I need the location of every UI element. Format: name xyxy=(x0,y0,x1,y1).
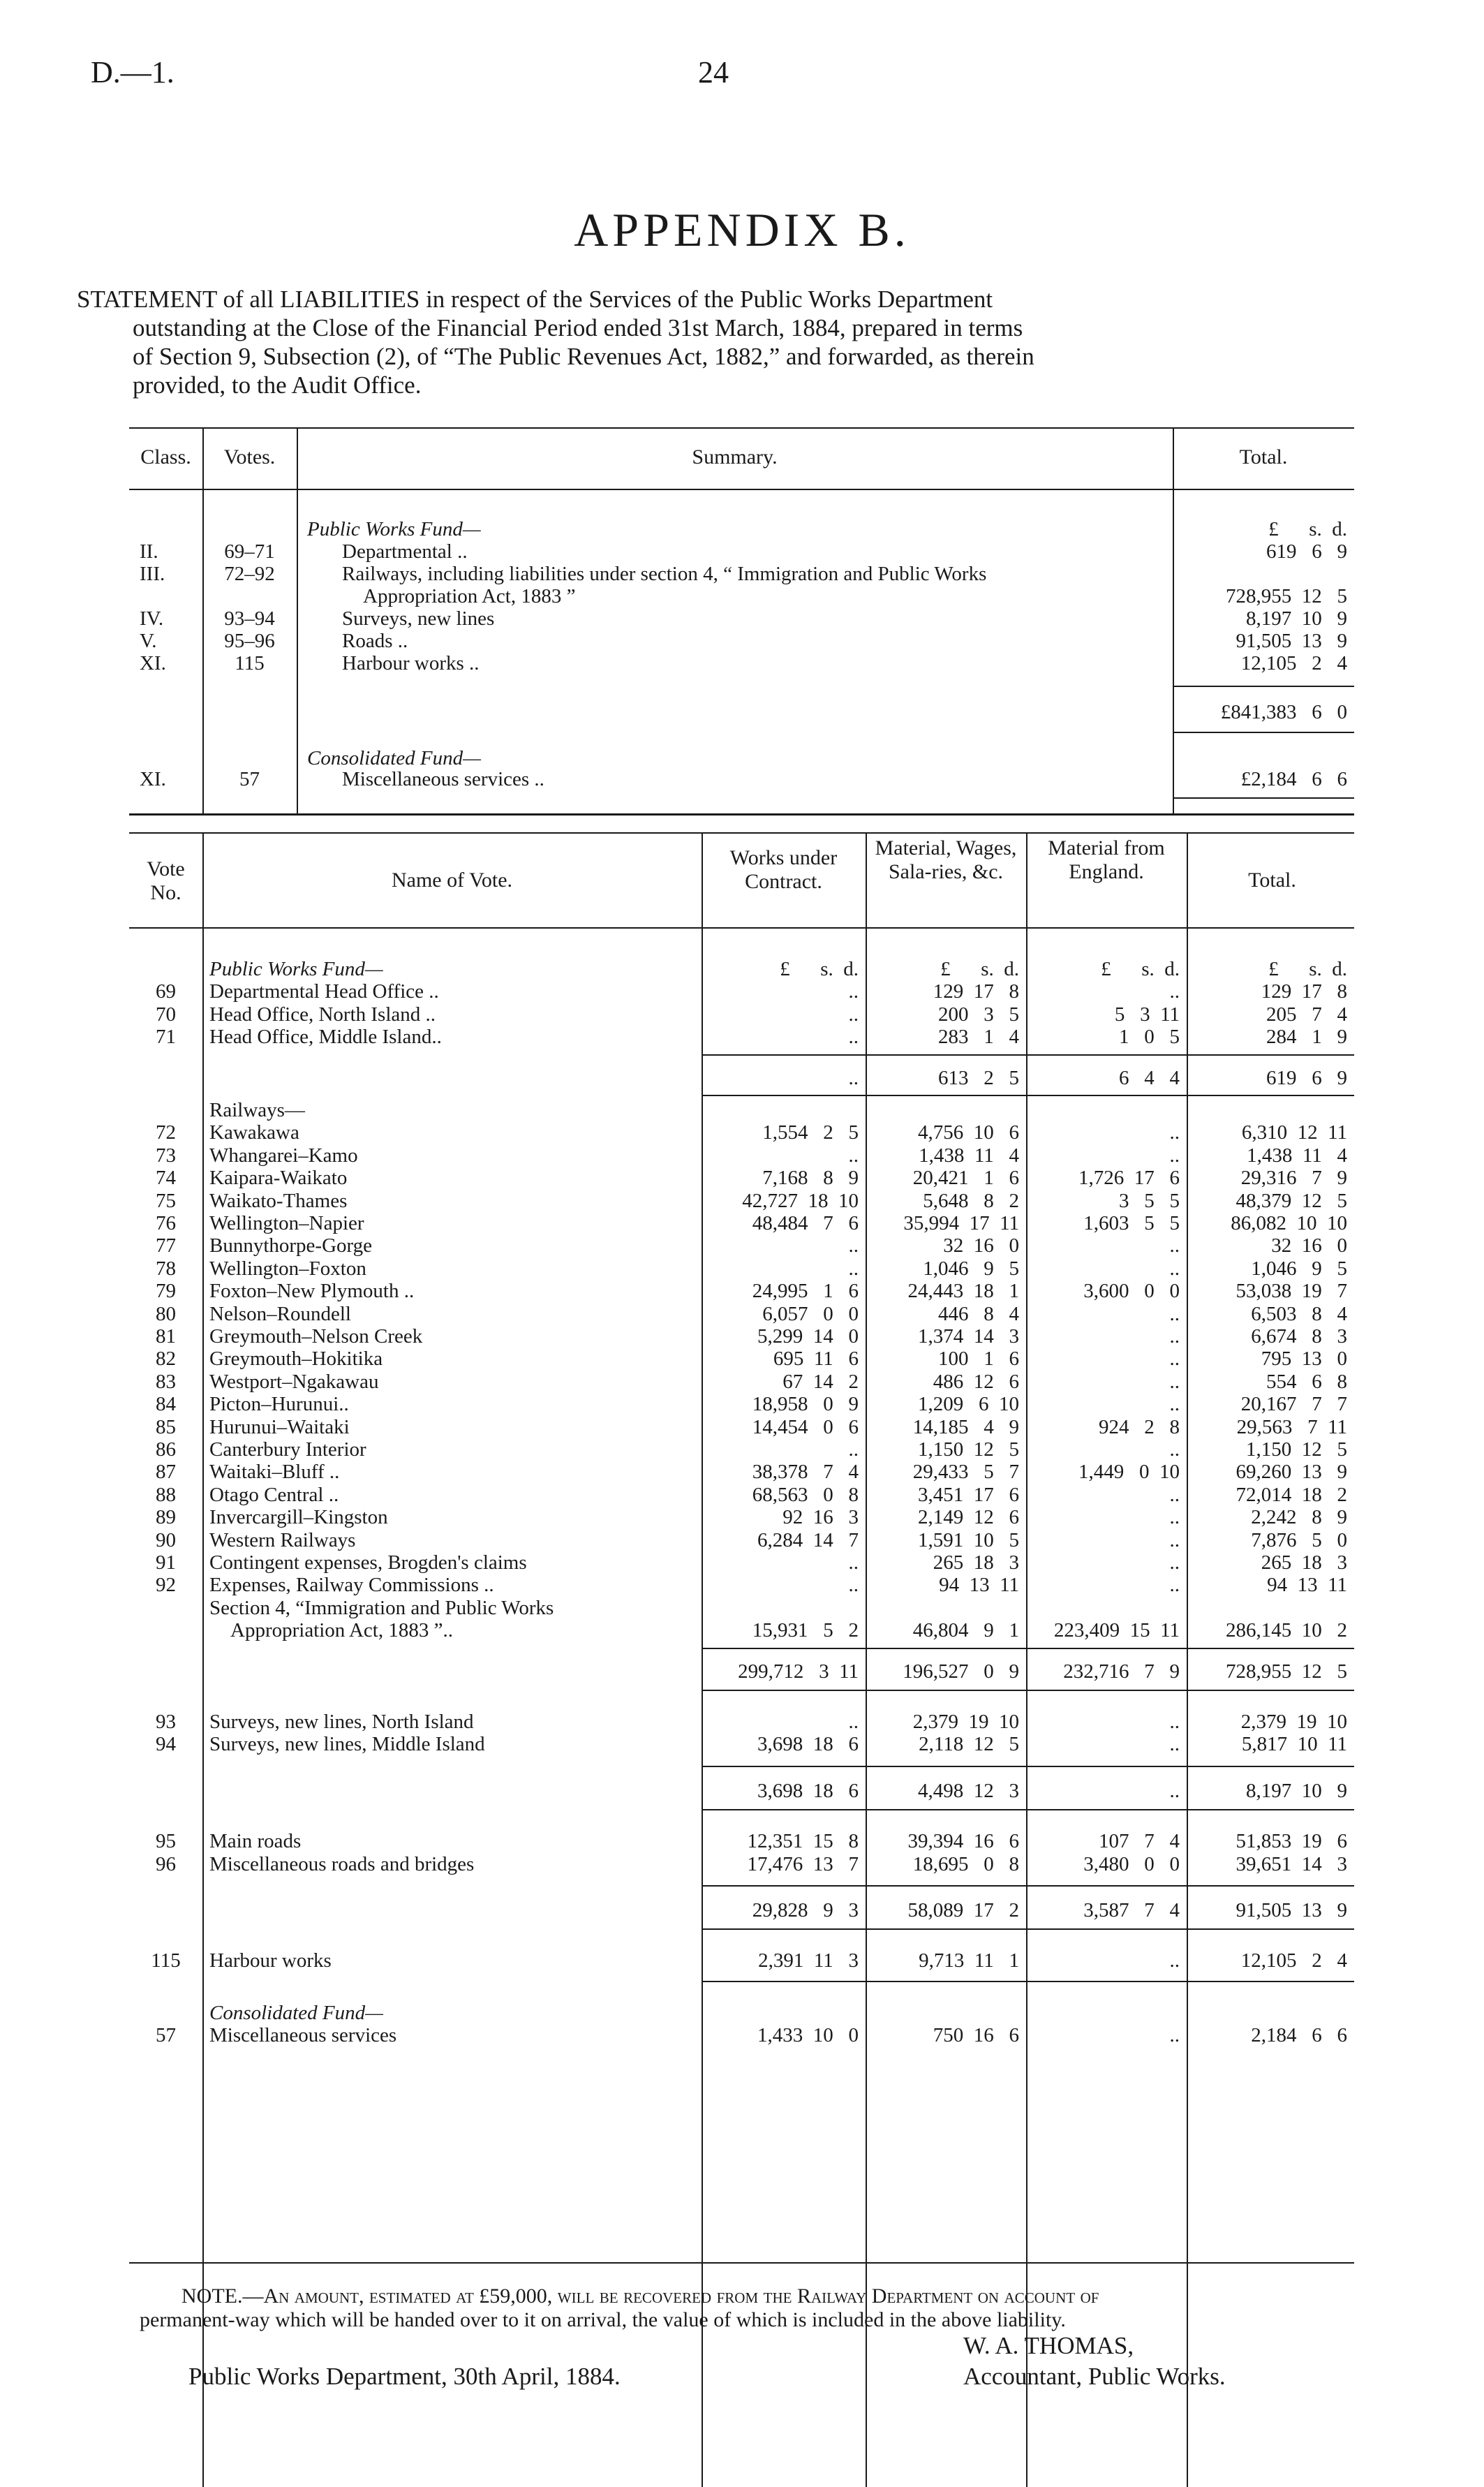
vote-name: Expenses, Railway Commissions .. xyxy=(209,1574,494,1597)
material-wages-value: 1,374 14 3 xyxy=(918,1325,1019,1348)
vote-number: 81 xyxy=(156,1325,176,1348)
page-number: 24 xyxy=(698,55,729,89)
fund-heading: Public Works Fund— xyxy=(209,958,383,980)
row-total-value: 129 17 8 xyxy=(1261,980,1347,1003)
contract-value: 15,931 5 2 xyxy=(752,1619,859,1642)
material-wages-value: 486 12 6 xyxy=(933,1370,1019,1393)
vote-name: Bunnythorpe-Gorge xyxy=(209,1234,373,1257)
works-under-contract-value: 12,351 15 8 xyxy=(747,1830,859,1853)
vote-name: Wellington–Napier xyxy=(209,1212,364,1234)
vote-name: Departmental Head Office .. xyxy=(209,980,439,1003)
intro-line: STATEMENT of all LIABILITIES in respect of the Services of the Public Works Department xyxy=(77,286,993,313)
material-wages-value: 9,713 11 1 xyxy=(919,1949,1019,1972)
material-wages-value: 18,695 0 8 xyxy=(912,1852,1019,1875)
row-total-value: 2,184 6 6 xyxy=(1251,2024,1347,2047)
vote-number: 79 xyxy=(156,1280,176,1303)
col-material-wages: Material, Wages, Sala-ries, &c. xyxy=(875,836,1017,883)
vote-number: 96 xyxy=(156,1852,176,1875)
vote-number: 91 xyxy=(156,1551,176,1574)
works-under-contract-value: .. xyxy=(848,980,859,1003)
vote-name: Head Office, North Island .. xyxy=(209,1003,436,1026)
footnote xyxy=(140,2285,1340,2332)
works-under-contract-value: .. xyxy=(848,1574,859,1597)
material-wages-value: 32 16 0 xyxy=(943,1234,1019,1257)
place-and-date: Public Works Department, 30th April, 1884. xyxy=(188,2363,621,2390)
vote-name: Westport–Ngakawau xyxy=(209,1370,379,1393)
row-total-value: 69,260 13 9 xyxy=(1236,1461,1347,1484)
material-wages-value: 1,150 12 5 xyxy=(918,1438,1019,1461)
vote-name: Canterbury Interior xyxy=(209,1438,366,1461)
material-wages-value: 100 1 6 xyxy=(938,1348,1019,1371)
subtotal-england: .. xyxy=(1169,1779,1180,1802)
subtotal-contract: 29,828 9 3 xyxy=(752,1899,859,1921)
col-vote-no: Vote No. xyxy=(147,857,185,904)
row-total-value: 2,379 19 10 xyxy=(1240,1711,1347,1733)
material-england-value: .. xyxy=(1169,1506,1180,1529)
works-under-contract-value: 48,484 7 6 xyxy=(752,1212,859,1234)
works-under-contract-value: 3,698 18 6 xyxy=(757,1733,859,1756)
works-under-contract-value: 24,995 1 6 xyxy=(752,1280,859,1303)
vote-name: Whangarei–Kamo xyxy=(209,1144,358,1167)
row-total-value: 205 7 4 xyxy=(1266,1003,1347,1026)
material-england-value: .. xyxy=(1169,1574,1180,1597)
material-wages-value: 1,209 6 10 xyxy=(918,1393,1019,1416)
subtotal-material: 4,498 12 3 xyxy=(918,1779,1019,1802)
material-england-value: .. xyxy=(1169,1348,1180,1371)
summary-desc: Miscellaneous services .. xyxy=(342,768,544,790)
material-england-value: .. xyxy=(1169,1438,1180,1461)
vote-name: Greymouth–Nelson Creek xyxy=(209,1325,423,1348)
summary-desc: Departmental .. xyxy=(342,540,468,563)
summary-votes: 72–92 xyxy=(224,563,275,585)
document-reference: D.—1. xyxy=(91,55,175,89)
material-wages-value: 1,591 10 5 xyxy=(918,1528,1019,1551)
summary-desc: Railways, including liabilities under section 4, “ Immigration and Public Works xyxy=(342,563,987,585)
summary-votes: 93–94 xyxy=(224,607,275,630)
material-wages-value: 1,438 11 4 xyxy=(919,1144,1019,1167)
material-england-value: 5 3 11 xyxy=(1114,1003,1180,1026)
currency-header: £ s. d. xyxy=(1268,958,1347,980)
material-value: 46,804 9 1 xyxy=(912,1619,1019,1642)
summary-total: 728,955 12 5 xyxy=(1226,585,1347,607)
material-england-value: .. xyxy=(1169,1551,1180,1574)
works-under-contract-value: .. xyxy=(848,1003,859,1026)
material-wages-value: 24,443 18 1 xyxy=(907,1280,1019,1303)
section-heading: Railways— xyxy=(209,1099,305,1121)
vote-name: Hurunui–Waitaki xyxy=(209,1415,350,1438)
material-england-value: .. xyxy=(1169,1949,1180,1972)
material-wages-value: 283 1 4 xyxy=(938,1026,1019,1049)
summary-votes: 95–96 xyxy=(224,630,275,652)
subtotal-total: 8,197 10 9 xyxy=(1246,1779,1347,1802)
vote-number: 95 xyxy=(156,1830,176,1853)
works-under-contract-value: 7,168 8 9 xyxy=(762,1167,859,1190)
vote-number: 73 xyxy=(156,1144,176,1167)
works-under-contract-value: 6,284 14 7 xyxy=(757,1528,859,1551)
material-england-value: .. xyxy=(1169,1393,1180,1416)
material-england-value: 107 7 4 xyxy=(1099,1830,1180,1853)
material-england-value: 924 2 8 xyxy=(1099,1415,1180,1438)
works-under-contract-value: 14,454 0 6 xyxy=(752,1415,859,1438)
works-under-contract-value: 1,433 10 0 xyxy=(757,2024,859,2047)
summary-class: III. xyxy=(140,563,165,585)
summary-class: XI. xyxy=(140,652,166,674)
material-wages-value: 14,185 4 9 xyxy=(912,1415,1019,1438)
material-england-value: .. xyxy=(1169,1234,1180,1257)
fund-heading: Consolidated Fund— xyxy=(307,747,481,769)
footnote-line: permanent-way which will be handed over to it on arrival, the value of which is included in the above liability. xyxy=(140,2308,1066,2331)
subtotal-england: 232,716 7 9 xyxy=(1063,1660,1180,1683)
vote-name: Otago Central .. xyxy=(209,1483,339,1506)
material-wages-value: 1,046 9 5 xyxy=(923,1257,1019,1280)
works-under-contract-value: 18,958 0 9 xyxy=(752,1393,859,1416)
vote-name: Miscellaneous services xyxy=(209,2024,397,2047)
row-total-value: 6,310 12 11 xyxy=(1241,1121,1347,1144)
row-total-value: 554 6 8 xyxy=(1266,1370,1347,1393)
currency-header: £ s. d. xyxy=(780,958,859,980)
vote-name: Greymouth–Hokitika xyxy=(209,1348,383,1371)
material-wages-value: 265 18 3 xyxy=(933,1551,1019,1574)
vote-name: Miscellaneous roads and bridges xyxy=(209,1852,475,1875)
row-total-value: 12,105 2 4 xyxy=(1240,1949,1347,1972)
vote-number: 94 xyxy=(156,1733,176,1756)
row-total-value: 94 13 11 xyxy=(1267,1574,1347,1597)
vote-name: Surveys, new lines, North Island xyxy=(209,1711,474,1733)
row-total-value: 1,438 11 4 xyxy=(1247,1144,1347,1167)
material-wages-value: 94 13 11 xyxy=(939,1574,1019,1597)
summary-votes: 57 xyxy=(239,768,260,790)
vote-name: Section 4, “Immigration and Public Works xyxy=(209,1596,554,1619)
works-under-contract-value: 42,727 18 10 xyxy=(742,1189,859,1212)
row-total-value: 7,876 5 0 xyxy=(1251,1528,1347,1551)
subtotal-material: 58,089 17 2 xyxy=(907,1899,1019,1921)
vote-number: 90 xyxy=(156,1528,176,1551)
row-total-value: 795 13 0 xyxy=(1261,1348,1347,1371)
material-wages-value: 3,451 17 6 xyxy=(918,1483,1019,1506)
row-total-value: 51,853 19 6 xyxy=(1236,1830,1347,1853)
material-wages-value: 129 17 8 xyxy=(933,980,1019,1003)
summary-class: V. xyxy=(140,630,157,652)
material-england-value: .. xyxy=(1169,1370,1180,1393)
works-under-contract-value: 68,563 0 8 xyxy=(752,1483,859,1506)
row-total-value: 20,167 7 7 xyxy=(1240,1393,1347,1416)
vote-name: Waikato-Thames xyxy=(209,1189,348,1212)
summary-total: 619 6 9 xyxy=(1266,540,1347,563)
fund-heading: Public Works Fund— xyxy=(307,518,481,540)
intro-line: outstanding at the Close of the Financial Period ended 31st March, 1884, prepared in terms xyxy=(133,314,1023,341)
vote-name: Main roads xyxy=(209,1830,302,1853)
vote-name-cont: Appropriation Act, 1883 ”.. xyxy=(230,1619,453,1642)
material-wages-value: 200 3 5 xyxy=(938,1003,1019,1026)
row-total-value: 5,817 10 11 xyxy=(1241,1733,1347,1756)
vote-name: Nelson–Roundell xyxy=(209,1302,351,1325)
material-england-value: .. xyxy=(1169,1483,1180,1506)
material-england-value: .. xyxy=(1169,2024,1180,2047)
works-under-contract-value: 92 16 3 xyxy=(782,1506,859,1529)
currency-header: £ s. d. xyxy=(940,958,1019,980)
subtotal-total: 728,955 12 5 xyxy=(1226,1660,1347,1683)
subtotal-england: 6 4 4 xyxy=(1119,1066,1180,1089)
vote-number: 82 xyxy=(156,1348,176,1371)
material-wages-value: 5,648 8 2 xyxy=(923,1189,1019,1212)
material-wages-value: 2,149 12 6 xyxy=(918,1506,1019,1529)
summary-votes: 69–71 xyxy=(224,540,275,563)
works-under-contract-value: .. xyxy=(848,1144,859,1167)
material-england-value: .. xyxy=(1169,1528,1180,1551)
summary-desc: Roads .. xyxy=(342,630,408,652)
currency-header: £ s. d. xyxy=(1101,958,1180,980)
summary-desc: Harbour works .. xyxy=(342,652,480,674)
vote-number: 78 xyxy=(156,1257,176,1280)
summary-total: 12,105 2 4 xyxy=(1240,652,1347,674)
works-under-contract-value: 2,391 11 3 xyxy=(758,1949,859,1972)
signatory-name: W. A. THOMAS, xyxy=(963,2332,1134,2359)
vote-number: 115 xyxy=(151,1949,181,1972)
material-england-value: .. xyxy=(1169,1257,1180,1280)
material-wages-value: 20,421 1 6 xyxy=(912,1167,1019,1190)
material-wages-value: 446 8 4 xyxy=(938,1302,1019,1325)
england-value: 223,409 15 11 xyxy=(1053,1619,1180,1642)
vote-number: 93 xyxy=(156,1711,176,1733)
works-under-contract-value: .. xyxy=(848,1711,859,1733)
vote-number: 92 xyxy=(156,1574,176,1597)
col-votes: Votes. xyxy=(223,445,276,468)
row-total-value: 72,014 18 2 xyxy=(1236,1483,1347,1506)
vote-name: Harbour works xyxy=(209,1949,332,1972)
works-under-contract-value: .. xyxy=(848,1551,859,1574)
row-total-value: 29,316 7 9 xyxy=(1240,1167,1347,1190)
material-england-value: .. xyxy=(1169,1144,1180,1167)
statement-intro xyxy=(77,285,1319,399)
works-under-contract-value: 17,476 13 7 xyxy=(747,1852,859,1875)
material-england-value: 1,726 17 6 xyxy=(1078,1167,1180,1190)
subtotal-total: 91,505 13 9 xyxy=(1236,1899,1347,1921)
vote-number: 76 xyxy=(156,1212,176,1234)
intro-line: of Section 9, Subsection (2), of “The Public Revenues Act, 1882,” and forwarded, as therein xyxy=(133,343,1034,370)
summary-votes: 115 xyxy=(235,652,265,674)
col-class: Class. xyxy=(140,445,191,468)
vote-number: 75 xyxy=(156,1189,176,1212)
vote-number: 83 xyxy=(156,1370,176,1393)
row-total-value: 53,038 19 7 xyxy=(1236,1280,1347,1303)
material-england-value: .. xyxy=(1169,1325,1180,1348)
col-total: Total. xyxy=(1248,869,1296,892)
summary-class: XI. xyxy=(140,768,166,790)
works-under-contract-value: 1,554 2 5 xyxy=(762,1121,859,1144)
material-england-value: 1 0 5 xyxy=(1119,1026,1180,1049)
works-under-contract-value: 6,057 0 0 xyxy=(762,1302,859,1325)
vote-number: 89 xyxy=(156,1506,176,1529)
vote-name: Contingent expenses, Brogden's claims xyxy=(209,1551,527,1574)
row-total-value: 29,563 7 11 xyxy=(1236,1415,1347,1438)
vote-name: Head Office, Middle Island.. xyxy=(209,1026,442,1049)
vote-name: Western Railways xyxy=(209,1528,356,1551)
vote-number: 77 xyxy=(156,1234,176,1257)
summary-desc-cont: Appropriation Act, 1883 ” xyxy=(363,585,576,607)
col-works-under-contract: Works under Contract. xyxy=(729,846,838,893)
signatory-title: Accountant, Public Works. xyxy=(963,2363,1226,2390)
material-england-value: 1,603 5 5 xyxy=(1083,1212,1180,1234)
col-total: Total. xyxy=(1239,445,1288,468)
works-under-contract-value: 5,299 14 0 xyxy=(757,1325,859,1348)
material-wages-value: 2,118 12 5 xyxy=(919,1733,1019,1756)
vote-name: Foxton–New Plymouth .. xyxy=(209,1280,415,1303)
vote-name: Kaipara-Waikato xyxy=(209,1167,348,1190)
vote-number: 70 xyxy=(156,1003,176,1026)
summary-total: 8,197 10 9 xyxy=(1246,607,1347,630)
subtotal-material: 196,527 0 9 xyxy=(903,1660,1019,1683)
vote-name: Surveys, new lines, Middle Island xyxy=(209,1733,485,1756)
row-total-value: 2,242 8 9 xyxy=(1251,1506,1347,1529)
row-total-value: 1,046 9 5 xyxy=(1251,1257,1347,1280)
vote-name: Picton–Hurunui.. xyxy=(209,1393,349,1416)
material-england-value: 3,600 0 0 xyxy=(1083,1280,1180,1303)
currency-header: £ s. d. xyxy=(1268,518,1347,540)
row-total-value: 284 1 9 xyxy=(1266,1026,1347,1049)
vote-number: 84 xyxy=(156,1393,176,1416)
footnote-line: NOTE.—An amount, estimated at £59,000, will be recovered from the Railway Department on account of xyxy=(181,2285,1099,2308)
total-value: 286,145 10 2 xyxy=(1226,1619,1347,1642)
material-england-value: .. xyxy=(1169,1733,1180,1756)
summary-total: £2,184 6 6 xyxy=(1240,768,1347,790)
vote-number: 88 xyxy=(156,1483,176,1506)
subtotal-contract: .. xyxy=(848,1066,859,1089)
material-wages-value: 2,379 19 10 xyxy=(912,1711,1019,1733)
material-england-value: .. xyxy=(1169,1121,1180,1144)
vote-number: 80 xyxy=(156,1302,176,1325)
works-under-contract-value: 695 11 6 xyxy=(773,1348,859,1371)
row-total-value: 86,082 10 10 xyxy=(1231,1212,1347,1234)
row-total-value: 6,503 8 4 xyxy=(1251,1302,1347,1325)
works-under-contract-value: .. xyxy=(848,1257,859,1280)
row-total-value: 1,150 12 5 xyxy=(1246,1438,1347,1461)
summary-desc: Surveys, new lines xyxy=(342,607,495,630)
vote-number: 57 xyxy=(156,2024,176,2047)
works-under-contract-value: .. xyxy=(848,1234,859,1257)
subtotal-material: 613 2 5 xyxy=(938,1066,1019,1089)
material-england-value: 3,480 0 0 xyxy=(1083,1852,1180,1875)
material-england-value: .. xyxy=(1169,1302,1180,1325)
vote-name: Wellington–Foxton xyxy=(209,1257,366,1280)
vote-number: 74 xyxy=(156,1167,176,1190)
fund-heading: Consolidated Fund— xyxy=(209,2001,383,2024)
material-england-value: 1,449 0 10 xyxy=(1078,1461,1180,1484)
subtotal-contract: 3,698 18 6 xyxy=(757,1779,859,1802)
intro-line: provided, to the Audit Office. xyxy=(133,371,422,399)
material-wages-value: 35,994 17 11 xyxy=(903,1212,1019,1234)
material-england-value: .. xyxy=(1169,1711,1180,1733)
vote-number: 72 xyxy=(156,1121,176,1144)
page-title: APPENDIX B. xyxy=(574,203,910,256)
works-under-contract-value: .. xyxy=(848,1438,859,1461)
subtotal-total: 619 6 9 xyxy=(1266,1066,1347,1089)
vote-number: 71 xyxy=(156,1026,176,1049)
row-total-value: 6,674 8 3 xyxy=(1251,1325,1347,1348)
summary-class: IV. xyxy=(140,607,164,630)
material-england-value: .. xyxy=(1169,980,1180,1003)
row-total-value: 265 18 3 xyxy=(1261,1551,1347,1574)
subtotal-contract: 299,712 3 11 xyxy=(738,1660,859,1683)
vote-number: 86 xyxy=(156,1438,176,1461)
works-under-contract-value: 38,378 7 4 xyxy=(752,1461,859,1484)
works-under-contract-value: 67 14 2 xyxy=(782,1370,859,1393)
vote-name: Kawakawa xyxy=(209,1121,299,1144)
vote-name: Invercargill–Kingston xyxy=(209,1506,388,1529)
summary-class: II. xyxy=(140,540,158,563)
vote-number: 85 xyxy=(156,1415,176,1438)
material-wages-value: 4,756 10 6 xyxy=(918,1121,1019,1144)
row-total-value: 39,651 14 3 xyxy=(1236,1852,1347,1875)
works-under-contract-value: .. xyxy=(848,1026,859,1049)
vote-number: 69 xyxy=(156,980,176,1003)
col-material-england: Material from England. xyxy=(1048,836,1165,883)
summary-total: 91,505 13 9 xyxy=(1236,630,1347,652)
subtotal-england: 3,587 7 4 xyxy=(1083,1899,1180,1921)
material-england-value: 3 5 5 xyxy=(1119,1189,1180,1212)
row-total-value: 48,379 12 5 xyxy=(1236,1189,1347,1212)
vote-name: Waitaki–Bluff .. xyxy=(209,1461,340,1484)
material-wages-value: 39,394 16 6 xyxy=(907,1830,1019,1853)
vote-number: 87 xyxy=(156,1461,176,1484)
row-total-value: 32 16 0 xyxy=(1271,1234,1347,1257)
material-wages-value: 29,433 5 7 xyxy=(912,1461,1019,1484)
col-summary: Summary. xyxy=(692,445,778,468)
material-wages-value: 750 16 6 xyxy=(933,2024,1019,2047)
summary-subtotal: £841,383 6 0 xyxy=(1220,701,1347,723)
col-name-of-vote: Name of Vote. xyxy=(391,869,513,892)
